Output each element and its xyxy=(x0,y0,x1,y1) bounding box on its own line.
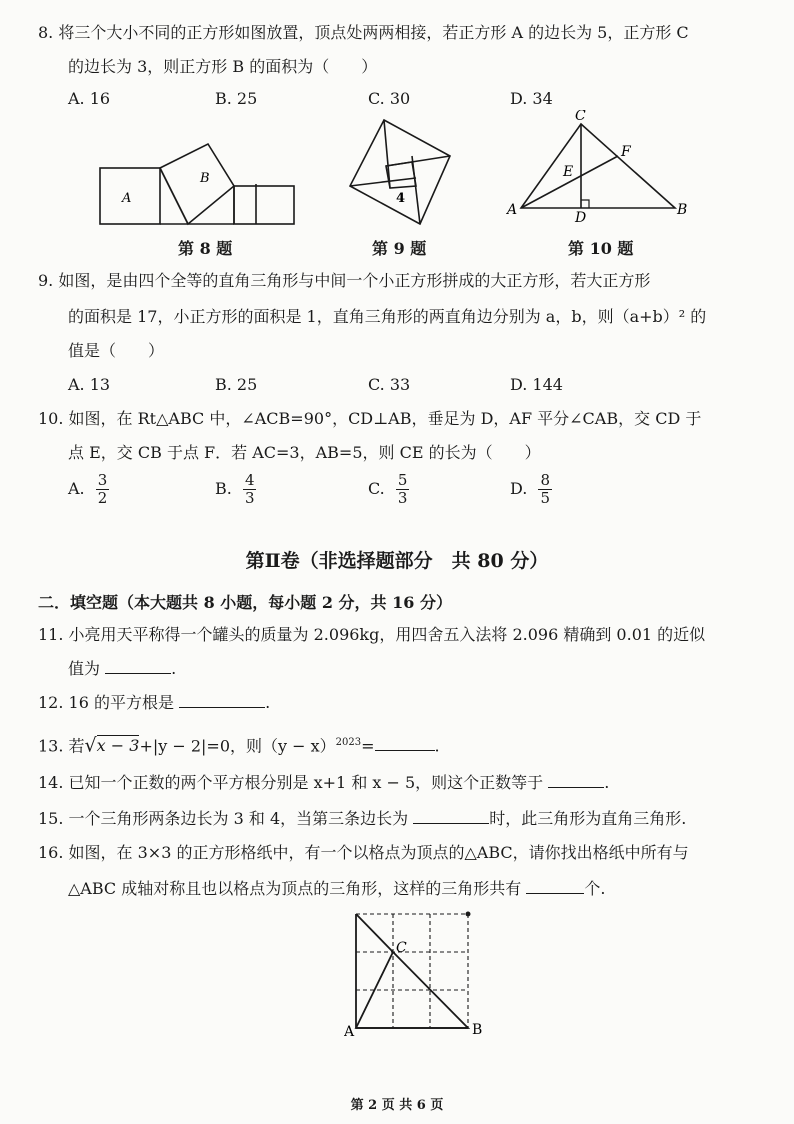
fig10-caption: 第 10 题 xyxy=(568,239,634,258)
fig9-mark: 4 xyxy=(396,191,406,206)
fig8-caption: 第 8 题 xyxy=(178,239,233,258)
fig10-label-b: B xyxy=(677,202,688,218)
fig9-caption: 第 9 题 xyxy=(372,239,427,258)
fig10-label-a: A xyxy=(507,202,518,218)
fraction: $\frac{3}{2}$ xyxy=(97,471,108,507)
q9-option-b[interactable]: B. 25 xyxy=(215,375,258,394)
q9-line3: 值是（ ） xyxy=(68,341,165,360)
radicand: x − 3 xyxy=(96,736,140,756)
small-square xyxy=(386,162,416,188)
q12-line: 12. 16 的平方根是 . xyxy=(38,693,271,712)
q9-line1: 9. 如图，是由四个全等的直角三角形与中间一个小正方形拼成的大正方形，若大正方形 xyxy=(38,271,651,290)
q10-line2: 点 E，交 CB 于点 F．若 AC=3，AB=5，则 CE 的长为（ ） xyxy=(68,443,541,462)
fig10-label-d: D xyxy=(575,210,587,222)
fig10-label-c: C xyxy=(575,110,586,124)
answer-blank-13[interactable] xyxy=(375,736,435,751)
q16-line1: 16. 如图，在 3×3 的正方形格纸中，有一个以格点为顶点的△ABC，请你找出格纸中所有与 xyxy=(38,843,689,862)
fig8-label-b: B xyxy=(200,171,210,186)
q8-line2: 的边长为 3，则正方形 B 的面积为（ ） xyxy=(68,57,378,76)
q9-option-c[interactable]: C. 33 xyxy=(368,375,411,394)
answer-blank-12[interactable] xyxy=(179,693,265,708)
figure-9-pinwheel xyxy=(346,116,456,228)
q8-option-d[interactable]: D. 34 xyxy=(510,89,553,108)
section-fill-in-heading: 二．填空题（本大题共 8 小题，每小题 2 分，共 16 分） xyxy=(38,593,452,612)
part2-title: 第Ⅱ卷（非选择题部分 共 80 分） xyxy=(245,550,549,572)
q10-option-b[interactable]: B. $\frac{4}{3}$ xyxy=(215,471,255,507)
q10-option-a[interactable]: A. $\frac{3}{2}$ xyxy=(68,471,108,507)
q9-option-d[interactable]: D. 144 xyxy=(510,375,563,394)
square-b xyxy=(160,144,234,224)
q15-line: 15. 一个三角形两条边长为 3 和 4，当第三条边长为 时，此三角形为直角三角形. xyxy=(38,809,687,828)
answer-blank-11[interactable] xyxy=(105,659,171,674)
figure-10-triangle xyxy=(505,110,695,222)
q10-option-c[interactable]: C. $\frac{5}{3}$ xyxy=(368,471,408,507)
q10-line1: 10. 如图，在 Rt△ABC 中，∠ACB=90°，CD⊥AB，垂足为 D，AF 平分∠CAB，交 CD 于 xyxy=(38,409,702,428)
square-c xyxy=(234,186,294,224)
q11-line1: 11. 小亮用天平称得一个罐头的质量为 2.096kg，用四舍五入法将 2.096 精确到 0.01 的近似 xyxy=(38,625,706,644)
q14-line: 14. 已知一个正数的两个平方根分别是 x+1 和 x − 5，则这个正数等于 . xyxy=(38,773,610,792)
fraction: $\frac{4}{3}$ xyxy=(244,471,255,507)
q8-option-a[interactable]: A. 16 xyxy=(68,89,111,108)
fig16-label-a: A xyxy=(344,1024,355,1040)
fraction: $\frac{5}{3}$ xyxy=(397,471,408,507)
answer-blank-15[interactable] xyxy=(413,809,489,824)
fig8-label-a: A xyxy=(122,191,132,206)
fig10-label-f: F xyxy=(621,144,631,160)
right-angle-mark xyxy=(581,200,589,208)
q8-option-b[interactable]: B. 25 xyxy=(215,89,258,108)
grid-point xyxy=(466,912,471,917)
q9-option-a[interactable]: A. 13 xyxy=(68,375,111,394)
fig10-label-e: E xyxy=(563,164,574,180)
figure-8-squares xyxy=(96,130,300,230)
q10-option-d[interactable]: D. $\frac{8}{5}$ xyxy=(510,471,550,507)
big-square xyxy=(350,120,450,224)
q9-line2: 的面积是 17，小正方形的面积是 1，直角三角形的两直角边分别为 a，b，则（a+b）² 的 xyxy=(68,307,707,326)
q16-line2: △ABC 成轴对称且也以格点为顶点的三角形，这样的三角形共有 个. xyxy=(68,879,606,898)
q8-option-c[interactable]: C. 30 xyxy=(368,89,411,108)
page-footer: 第 2 页 共 6 页 xyxy=(350,1098,444,1113)
q11-line2: 值为 . xyxy=(68,659,177,678)
fig16-label-c: C xyxy=(396,940,407,956)
q13-line: 13. 若√x − 3+|y − 2|=0，则$(y - x)^{2023}=$ . xyxy=(38,734,440,757)
fraction: $\frac{8}{5}$ xyxy=(540,471,550,507)
q8-line1: 8. 将三个大小不同的正方形如图放置，顶点处两两相接，若正方形 A 的边长为 5，正方形 C xyxy=(38,23,689,42)
answer-blank-14[interactable] xyxy=(548,773,604,788)
figure-16-grid xyxy=(344,908,494,1040)
fig16-label-b: B xyxy=(472,1022,483,1038)
sqrt-sign: √ xyxy=(84,734,97,757)
answer-blank-16[interactable] xyxy=(526,879,584,894)
